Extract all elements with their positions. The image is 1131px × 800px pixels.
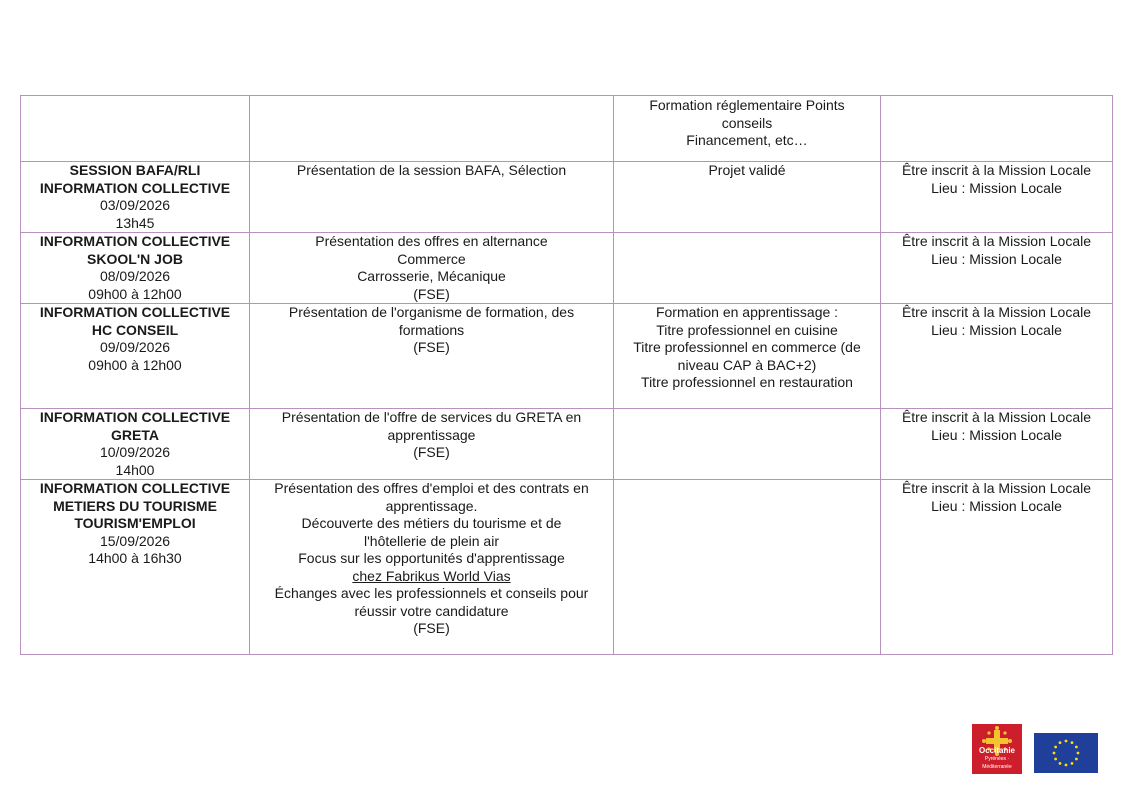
description-cell (250, 480, 614, 655)
description-line: Carrosserie, Mécanique (357, 268, 506, 284)
conditions-line: Être inscrit à la Mission Locale (901, 233, 1092, 249)
event-time: 14h00 (115, 461, 155, 478)
conditions-line: Être inscrit à la Mission Locale (901, 409, 1092, 425)
prerequisite-line: niveau CAP à BAC+2) (677, 356, 817, 373)
eu-star-icon (1059, 741, 1062, 744)
eu-star-icon (1075, 746, 1078, 749)
event-subtitle: HC CONSEIL (91, 321, 179, 338)
event-time: 09h00 à 12h00 (88, 356, 182, 373)
prerequisite-cell (614, 233, 881, 304)
table-row (21, 409, 1113, 480)
conditions-line: Être inscrit à la Mission Locale (901, 162, 1092, 178)
eu-flag-icon (1034, 733, 1098, 773)
eu-star-icon (1054, 746, 1057, 749)
event-cell (21, 162, 250, 233)
event-cell (21, 409, 250, 480)
event-subtitle: SKOOL'N JOB (87, 250, 183, 267)
eu-star-icon (1059, 762, 1062, 765)
conditions-line: Lieu : Mission Locale (931, 321, 1062, 338)
description-line: Échanges avec les professionnels et conseils pour (274, 585, 589, 601)
prerequisite-cell (614, 96, 881, 162)
description-cell (250, 96, 614, 162)
event-time: 13h45 (115, 214, 155, 231)
eu-star-icon (1065, 740, 1068, 743)
table-row (21, 480, 1113, 655)
prerequisite-line: Formation en apprentissage : (655, 304, 839, 320)
eu-star-icon (1065, 764, 1068, 767)
conditions-line: Être inscrit à la Mission Locale (901, 480, 1092, 496)
prerequisite-line: Titre professionnel en cuisine (656, 321, 838, 338)
eu-star-icon (1054, 758, 1057, 761)
event-date: 10/09/2026 (99, 444, 171, 460)
description-line: Présentation de l'offre de services du GRETA en (281, 409, 582, 425)
event-title: INFORMATION COLLECTIVE (39, 233, 231, 249)
description-line: (FSE) (413, 444, 450, 460)
conditions-cell (881, 409, 1113, 480)
event-subtitle: TOURISM'EMPLOI (74, 515, 196, 531)
event-subtitle: INFORMATION COLLECTIVE (39, 179, 231, 196)
prerequisite-cell (614, 409, 881, 480)
conditions-line: Être inscrit à la Mission Locale (901, 304, 1092, 320)
eu-star-icon (1071, 762, 1074, 765)
event-subtitle: METIERS DU TOURISME (53, 497, 217, 514)
event-title: INFORMATION COLLECTIVE (39, 409, 231, 425)
prerequisite-cell (614, 304, 881, 409)
eu-star-icon (1075, 758, 1078, 761)
description-line: formations (398, 321, 465, 338)
eu-star-icon (1077, 752, 1080, 755)
prerequisite-cell (614, 162, 881, 233)
occitanie-name: Occitanie (978, 746, 1015, 755)
table-row (21, 162, 1113, 233)
event-date: 09/09/2026 (99, 339, 171, 355)
occitanie-tagline: Pyrénées · Méditerranée (982, 756, 1012, 770)
eu-star-icon (1071, 741, 1074, 744)
table-row (21, 233, 1113, 304)
event-cell (21, 233, 250, 304)
prerequisite-line: conseils (721, 114, 773, 131)
event-title: SESSION BAFA/RLI (69, 162, 201, 178)
description-line: réussir votre candidature (354, 602, 509, 619)
conditions-line: Lieu : Mission Locale (931, 179, 1062, 196)
prerequisite-cell (614, 480, 881, 655)
occitanie-logo (972, 724, 1022, 774)
conditions-cell (881, 233, 1113, 304)
description-line: (FSE) (413, 285, 450, 302)
description-line: Présentation de l'organisme de formation, des (288, 304, 575, 320)
description-line: Focus sur les opportunités d'apprentissage (298, 550, 565, 566)
description-cell (250, 409, 614, 480)
description-line: (FSE) (413, 620, 450, 636)
table-row (21, 96, 1113, 162)
event-title: INFORMATION COLLECTIVE (39, 304, 231, 320)
conditions-cell (881, 162, 1113, 233)
event-cell (21, 480, 250, 655)
prerequisite-line: Formation réglementaire Points (649, 97, 845, 113)
description-line: Présentation des offres en alternance (315, 233, 548, 249)
description-line: Découverte des métiers du tourisme et de (301, 515, 562, 531)
description-cell (250, 233, 614, 304)
conditions-line: Lieu : Mission Locale (931, 497, 1062, 514)
event-date: 03/09/2026 (99, 197, 171, 213)
event-cell (21, 96, 250, 162)
prerequisite-line: Titre professionnel en commerce (de (633, 339, 861, 355)
table-row (21, 304, 1113, 409)
prerequisite-line: Titre professionnel en restauration (641, 374, 853, 390)
prerequisite-line: Projet validé (708, 162, 786, 178)
event-subtitle: GRETA (111, 426, 159, 443)
event-time: 09h00 à 12h00 (88, 285, 182, 302)
company-link-line[interactable]: chez Fabrikus World Vias (352, 567, 511, 584)
event-cell (21, 304, 250, 409)
description-cell (250, 304, 614, 409)
conditions-line: Lieu : Mission Locale (931, 426, 1062, 443)
conditions-line: Lieu : Mission Locale (931, 250, 1062, 267)
conditions-cell (881, 480, 1113, 655)
description-line: Commerce (397, 250, 466, 267)
event-title: INFORMATION COLLECTIVE (39, 480, 231, 496)
description-line: apprentissage. (385, 497, 478, 514)
occitanie-wordmark (972, 747, 1022, 771)
eu-star-icon (1053, 752, 1056, 755)
description-line: apprentissage (387, 426, 476, 443)
event-date: 15/09/2026 (99, 532, 171, 549)
description-line: Présentation des offres d'emploi et des contrats en (274, 480, 589, 496)
event-date: 08/09/2026 (99, 268, 171, 284)
agenda-table (20, 95, 1113, 655)
description-line: Présentation de la session BAFA, Sélection (296, 162, 567, 178)
conditions-cell (881, 304, 1113, 409)
prerequisite-line: Financement, etc… (686, 132, 808, 148)
footer-logos (972, 724, 1098, 774)
description-line: l'hôtellerie de plein air (364, 532, 499, 549)
event-time: 14h00 à 16h30 (88, 550, 182, 566)
conditions-cell (881, 96, 1113, 162)
description-cell (250, 162, 614, 233)
description-line: (FSE) (413, 339, 450, 355)
